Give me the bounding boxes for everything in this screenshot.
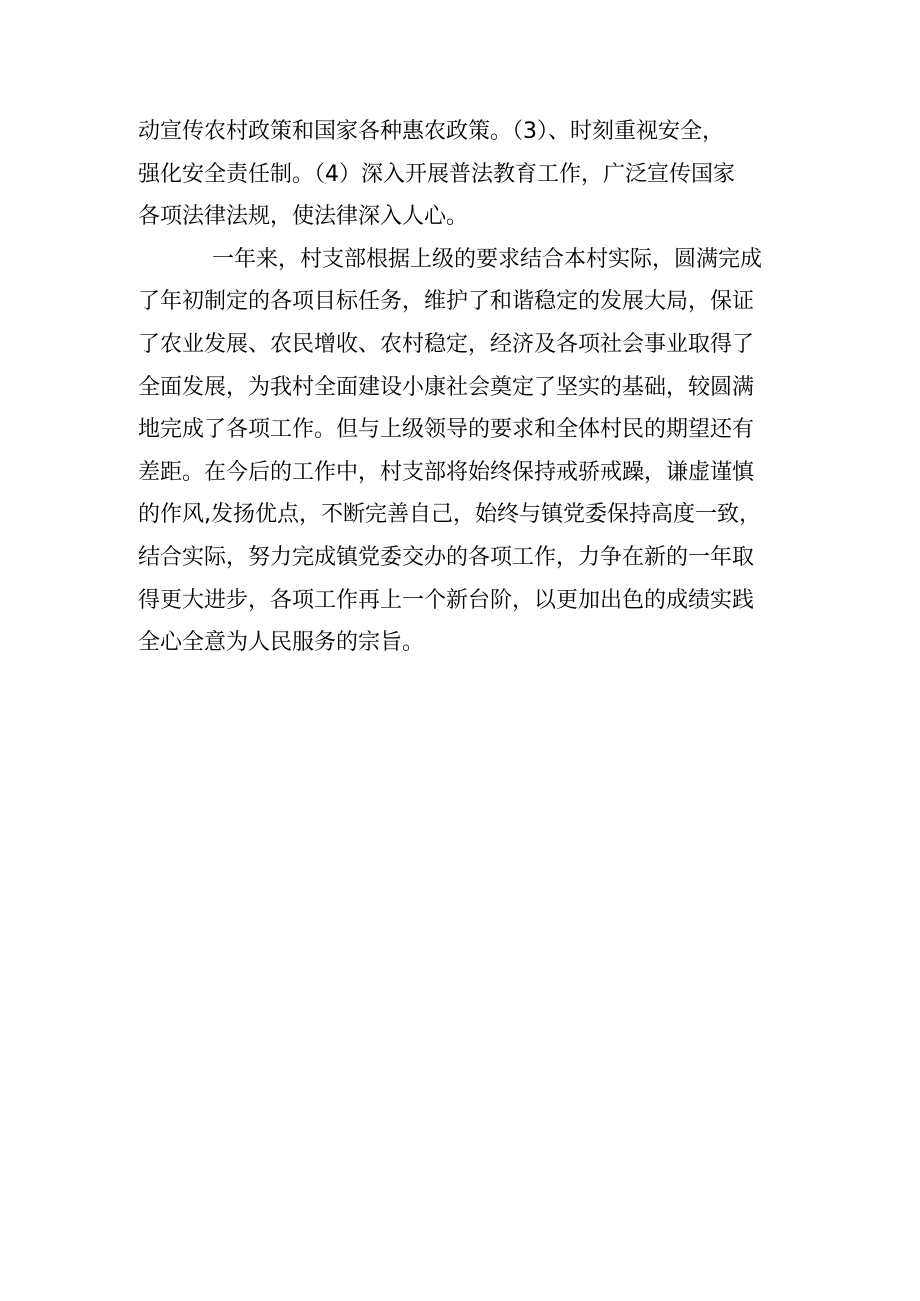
text-line: 动宣传农村政策和国家各种惠农政策。（3）、时刻重视安全， [138, 119, 724, 144]
text-line: 得更大进步，各项工作再上一个新台阶，以更加出色的成绩实践 [138, 587, 755, 613]
text-line: 的作风,发扬优点，不断完善自己，始终与镇党委保持高度一致， [138, 502, 761, 528]
text-line: 差距。在今后的工作中，村支部将始终保持戒骄戒躁，谦虚谨慎 [138, 459, 755, 485]
body-text [138, 111, 798, 665]
text-line: 全面发展，为我村全面建设小康社会奠定了坚实的基础，较圆满 [138, 374, 755, 400]
text-line: 全心全意为人民服务的宗旨。 [138, 630, 425, 656]
text-line: 结合实际，努力完成镇党委交办的各项工作，力争在新的一年取 [138, 544, 755, 570]
paragraph-first-line: 一年来，村支部根据上级的要求结合本村实际，圆满完成 [212, 246, 763, 272]
text-line: 了年初制定的各项目标任务，维护了和谐稳定的发展大局，保证 [138, 289, 755, 315]
text-line: 强化安全责任制。（4）深入开展普法教育工作，广泛宣传国家 [138, 161, 735, 187]
text-line: 地完成了各项工作。但与上级领导的要求和全体村民的期望还有 [138, 417, 755, 443]
text-line: 了农业发展、农民增收、农村稳定，经济及各项社会事业取得了 [138, 331, 755, 357]
text-line: 各项法律法规，使法律深入人心。 [138, 204, 469, 230]
